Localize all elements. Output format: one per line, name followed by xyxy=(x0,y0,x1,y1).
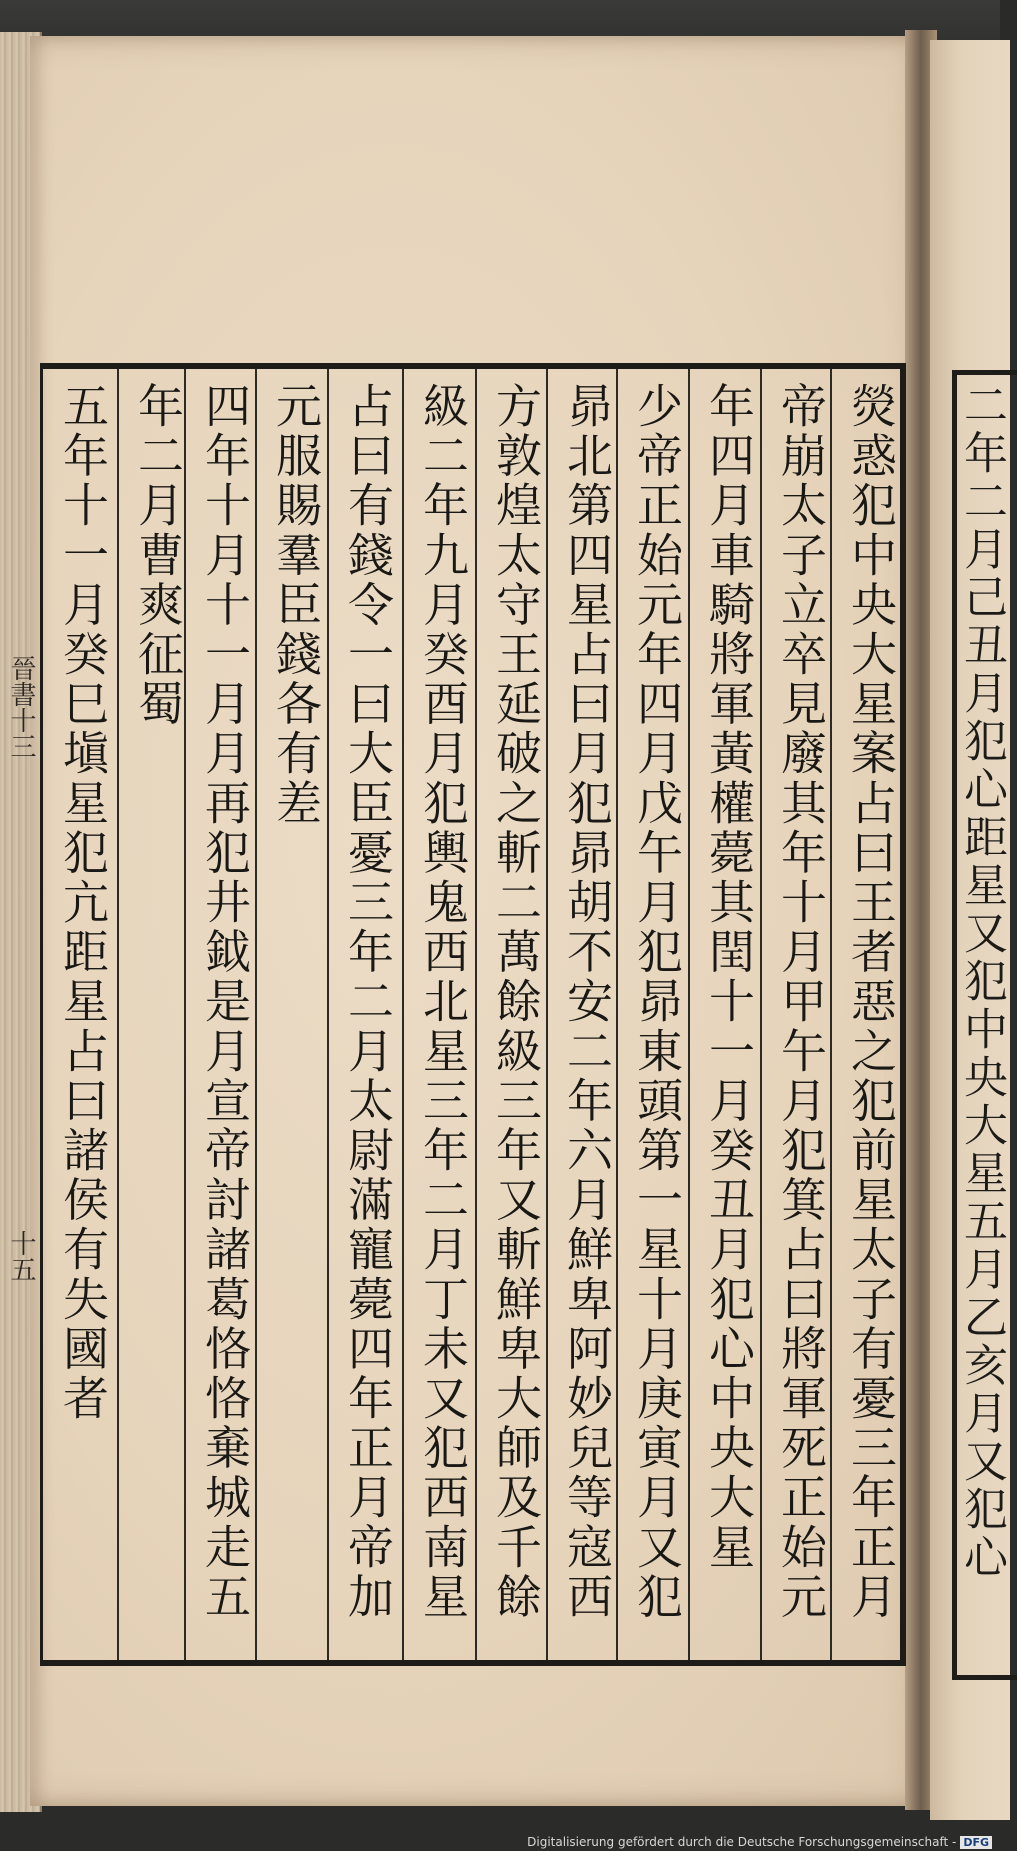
text-column: 帝崩太子立卒見廢其年十月甲午月犯箕占曰將軍死正始元 xyxy=(774,382,828,1622)
text-column: 昴北第四星占曰月犯昴胡不安二年六月鮮卑阿妙兒等寇西 xyxy=(560,382,614,1622)
margin-page-number: 十五 xyxy=(6,1230,36,1282)
text-column: 占曰有錢令一曰大臣憂三年二月太尉滿寵薨四年正月帝加 xyxy=(341,382,395,1622)
text-column: 少帝正始元年四月戊午月犯昴東頭第一星十月庚寅月又犯 xyxy=(630,382,684,1622)
digitization-credit xyxy=(527,1835,992,1849)
text-column: 四年十月十一月月再犯井鉞是月宣帝討諸葛恪恪棄城走五 xyxy=(198,382,252,1622)
credit-text: Digitalisierung gefördert durch die Deutsche Forschungsgemeinschaft - xyxy=(527,1835,957,1849)
margin-title: 晉書十三 xyxy=(6,655,36,759)
text-column: 方敦煌太守王延破之斬二萬餘級三年又斬鮮卑大師及千餘 xyxy=(489,382,543,1622)
facing-page-column: 二年二月己丑月犯心距星又犯中央大星五月乙亥月又犯心 xyxy=(956,382,1007,1582)
text-column: 五年十一月癸巳塡星犯亢距星占曰諸侯有失國者 xyxy=(56,382,110,1424)
text-column: 年二月曹爽征蜀 xyxy=(131,382,185,730)
text-column: 元服賜羣臣錢各有差 xyxy=(269,382,323,829)
dfg-logo: DFG xyxy=(960,1836,992,1849)
text-column: 年四月車騎將軍黃權薨其閏十一月癸丑月犯心中央大星 xyxy=(702,382,756,1573)
text-column: 級二年九月癸酉月犯輿鬼西北星三年二月丁未又犯西南星 xyxy=(416,382,470,1622)
text-column: 熒惑犯中央大星案占曰王者惡之犯前星太子有憂三年正月 xyxy=(844,382,898,1622)
